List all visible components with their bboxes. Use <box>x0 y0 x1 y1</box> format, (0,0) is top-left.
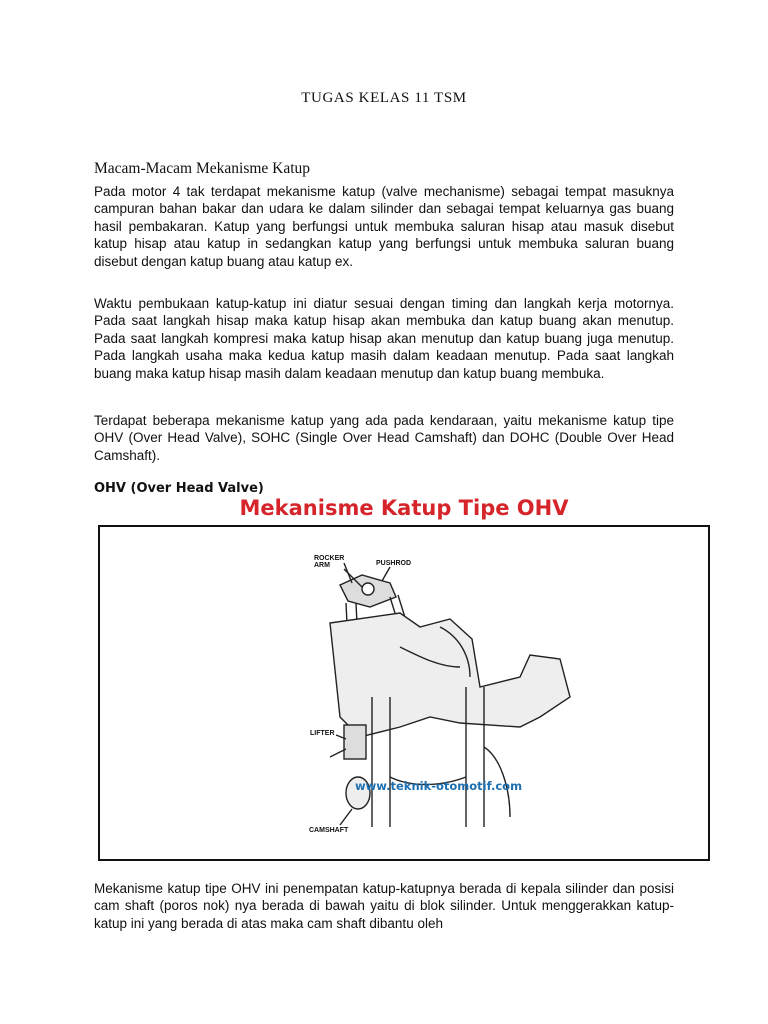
paragraph-timing: Waktu pembukaan katup-katup ini diatur sesuai dengan timing dan langkah kerja motornya. Pada saat langkah hisap maka katup hisap akan membuka dan katup buang akan menutup. Pada saat langkah kompresi maka katup hisap akan menutup dan katup buang juga menutup. Pada langkah usaha maka kedua katup masih dalam keadaan menutup. Pada saat langkah buang maka katup hisap masih dalam keadaan menutup dan katup buang membuka. <box>94 296 674 381</box>
paragraph-types: Terdapat beberapa mekanisme katup yang ada pada kendaraan, yaitu mekanisme katup tipe OHV (Over Head Valve), SOHC (Single Over Head Camshaft) dan DOHC (Double Over Head Camshaft). <box>94 413 674 463</box>
ohv-heading: OHV (Over Head Valve) <box>94 481 264 496</box>
lifter-shape <box>344 725 366 759</box>
figure-title: Mekanisme Katup Tipe OHV <box>239 496 569 520</box>
document-title: TUGAS KELAS 11 TSM <box>301 90 467 106</box>
section-heading: Macam-Macam Mekanisme Katup <box>94 160 311 177</box>
figure-watermark: www.teknik-otomotif.com <box>355 779 523 793</box>
ohv-diagram <box>98 525 710 861</box>
label-camshaft: CAMSHAFT <box>309 827 349 834</box>
label-lifter: LIFTER <box>310 730 335 737</box>
rocker-pivot <box>362 583 374 595</box>
label-pushrod: PUSHROD <box>376 560 412 567</box>
label-rocker-arm: ROCKER ARM <box>314 555 345 569</box>
ohv-diagram-drawing <box>100 527 708 859</box>
paragraph-intro: Pada motor 4 tak terdapat mekanisme katup (valve mechanisme) sebagai tempat masuknya campuran bahan bakar dan udara ke dalam silinder dan sebagai tempat keluarnya gas buang hasil pembakaran. Katup yang berfungsi untuk membuka saluran hisap atau masuk disebut katup hisap atau katup in sedangkan katup yang berfungsi untuk membuka saluran buang disebut dengan katup buang atau katup ex. <box>94 184 674 269</box>
paragraph-ohv-description: Mekanisme katup tipe OHV ini penempatan katup-katupnya berada di kepala silinder dan posisi cam shaft (poros nok) nya berada di bawah yaitu di blok silinder. Untuk menggerakkan katup-katup ini yang berada di atas maka cam shaft dibantu oleh <box>94 881 674 931</box>
cylinder-head <box>330 613 570 737</box>
